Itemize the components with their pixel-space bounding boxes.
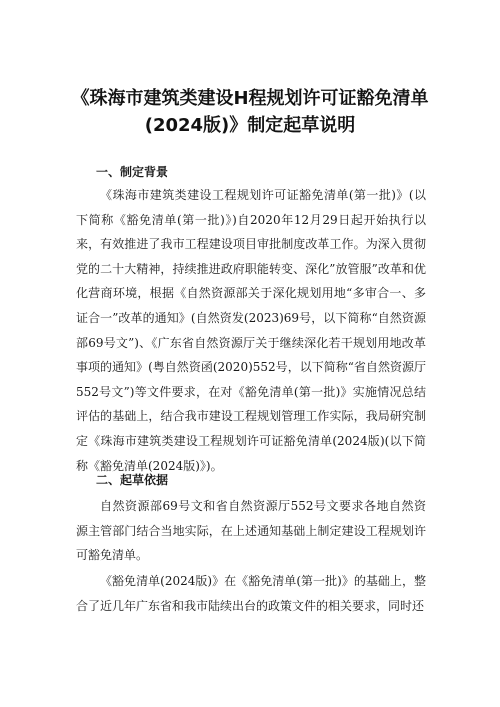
- section1-body: [76, 183, 426, 478]
- section2-paragraph2: 《豁免清单(2024版)》在《豁免清单(第一批)》的基础上，整合了近几年广东省和我市陆续出台的政策文件的相关要求，同时还: [76, 574, 426, 613]
- section2-body: [76, 494, 426, 568]
- section1-paragraph: 《珠海市建筑类建设工程规划许可证豁免清单(第一批)》(以下简称《豁免清单(第一批)》)自2020年12月29日起开始执行以来，有效推进了我市工程建设项目审批制度改革工作。为深入贯彻党的二十大精神，持续推进政府职能转变、深化”放管服”改革和优化营商环境，根据《自然资源部关于深化规划用地“多审合一、多证合一”改革的通知》(自然资发(2023)69号，以下简称“自然资源部69号文”)、《广东省自然资源厅关于继续深化若干规划用地改革事项的通知》(粤自然资函(2020)552号，以下简称“省自然资源厅552号文”)等文件要求，在对《豁免清单(第一批)》实施情况总结评估的基础上，结合我市建设工程规划管理工作实际，我局研究制定《珠海市建筑类建设工程规划许可证豁免清单(2024版)(以下简称《豁免清单(2024版)》)。: [76, 188, 426, 473]
- document-title-line1: 《珠海市建筑类建设H程规划许可证豁免清单: [71, 88, 429, 109]
- document-title-line2: (2024版)》制定起草说明: [144, 115, 356, 136]
- section2-heading: 二、起草依据: [96, 473, 169, 487]
- section2-paragraph1: 自然资源部69号文和省自然资源厅552号文要求各地自然资源主管部门结合当地实际，在上述通知基础上制定建设工程规划许可豁免清单。: [76, 499, 426, 563]
- section1-heading: 一、制定背景: [96, 165, 169, 179]
- section2-body-continued: [76, 569, 426, 618]
